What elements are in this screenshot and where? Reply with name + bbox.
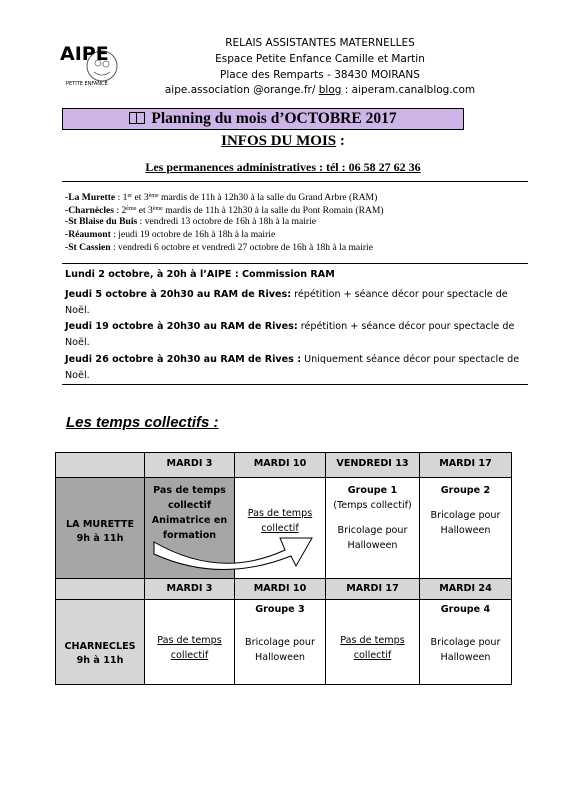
event-item: Jeudi 5 octobre à 20h30 au RAM de Rives: répétition + séance décor pour spectacle de Noël. (65, 289, 508, 316)
divider (62, 263, 528, 264)
curved-arrow-icon (150, 520, 320, 580)
event-item: Jeudi 26 octobre à 20h30 au RAM de Rives : Uniquement séance décor pour spectacle de Noël. (65, 354, 520, 381)
infos-title: INFOS DU MOIS (221, 133, 337, 149)
day-header: MARDI 17 (419, 452, 512, 478)
site-label-charnecles: CHARNECLES 9h à 11h (55, 599, 145, 685)
table-corner (55, 578, 145, 600)
place-line: -Charnècles : 2ème et 3ème mardis de 11h à 12h30 à la salle du Pont Romain (RAM) (65, 205, 384, 216)
event-item: Jeudi 19 octobre à 20h30 au RAM de Rives: répétition + séance décor pour spectacle de Noël. (65, 321, 515, 348)
place-line: -St Cassien : vendredi 6 octobre et vendredi 27 octobre de 16h à 18h à la mairie (65, 242, 373, 253)
divider (62, 181, 528, 182)
aipe-logo (58, 38, 120, 88)
svg-text:AIPE: AIPE (60, 43, 109, 65)
schedule-cell: Groupe 3 Bricolage pour Halloween (234, 599, 326, 685)
contact-blog-url: : aiperam.canalblog.com (344, 84, 476, 96)
table-corner (55, 452, 145, 478)
contact-email: aipe.association @orange.fr/ (164, 84, 316, 96)
schedule-cell: Groupe 4 Bricolage pour Halloween (419, 599, 512, 685)
day-header: VENDREDI 13 (325, 452, 420, 478)
permanences-title: Les permanences administratives : tél : 06 58 27 62 36 (145, 160, 421, 174)
book-icon (129, 112, 145, 124)
day-header: MARDI 10 (234, 452, 326, 478)
header-contact (150, 84, 490, 96)
contact-blog-label: blog (318, 84, 342, 96)
schedule-cell: Pas de temps collectif Animatrice en formation (144, 477, 235, 579)
planning-banner (62, 108, 464, 130)
site-label-murette: LA MURETTE 9h à 11h (55, 477, 145, 579)
schedule-cell: Groupe 2 Bricolage pour Halloween (419, 477, 512, 579)
event-item: Lundi 2 octobre, à 20h à l’AIPE : Commission RAM (65, 269, 335, 280)
schedule-cell: Pas de temps collectif (234, 477, 326, 579)
infos-heading: INFOS DU MOIS : (221, 133, 345, 149)
day-header: MARDI 10 (234, 578, 326, 600)
day-header: MARDI 24 (419, 578, 512, 600)
place-line: -Réaumont : jeudi 19 octobre de 16h à 18h à la mairie (65, 229, 276, 240)
day-header: MARDI 3 (144, 578, 235, 600)
schedule-cell: Pas de temps collectif (144, 599, 235, 685)
schedule-cell: Groupe 1 (Temps collectif) Bricolage pour Halloween (325, 477, 420, 579)
banner-title: Planning du mois d’OCTOBRE 2017 (151, 110, 397, 127)
divider (62, 384, 528, 385)
place-line: -St Blaise du Buis : vendredi 13 octobre de 16h à 18h à la mairie (65, 216, 317, 227)
header-line3: Place des Remparts - 38430 MOIRANS (220, 69, 420, 81)
header-line2: Espace Petite Enfance Camille et Martin (215, 53, 425, 65)
place-line: -La Murette : 1er et 3ème mardis de 11h à 12h30 à la salle du Grand Arbre (RAM) (65, 192, 378, 203)
day-header: MARDI 17 (325, 578, 420, 600)
day-header: MARDI 3 (144, 452, 235, 478)
schedule-cell: Pas de temps collectif (325, 599, 420, 685)
temps-collectifs-title: Les temps collectifs : (66, 414, 219, 431)
svg-text:PETITE ENFANCE: PETITE ENFANCE (66, 81, 108, 87)
header-line1: RELAIS ASSISTANTES MATERNELLES (225, 37, 415, 49)
